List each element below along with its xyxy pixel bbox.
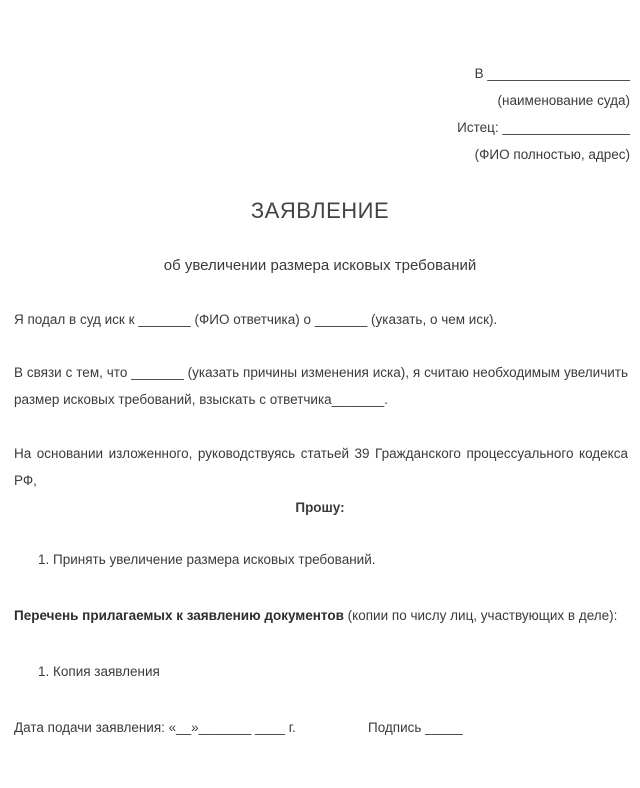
paragraph-reason: В связи с тем, что _______ (указать причины изменения иска), я считаю необходимым увеличить размер исковых требований, взыскать с ответчика_______. xyxy=(14,365,628,407)
request-heading: Прошу: xyxy=(295,500,345,515)
request-item: 1. Принять увеличение размера исковых требований. xyxy=(38,552,376,567)
signature-line: Подпись _____ xyxy=(368,720,463,735)
paragraph-basis: На основании изложенного, руководствуясь статьей 39 Гражданского процессуального кодекса РФ, xyxy=(14,446,628,488)
attachments-heading-line xyxy=(14,608,628,623)
attachments-note: (копии по числу лиц, участвующих в деле): xyxy=(343,608,618,623)
document-subtitle: об увеличении размера исковых требований xyxy=(163,257,477,274)
plaintiff-hint: (ФИО полностью, адрес) xyxy=(474,147,630,162)
attachment-item: 1. Копия заявления xyxy=(38,664,160,679)
court-line: В ___________________ xyxy=(474,66,630,81)
paragraph-claim: Я подал в суд иск к _______ (ФИО ответчика) о _______ (указать, о чем иск). xyxy=(14,312,498,327)
court-hint: (наименование суда) xyxy=(497,93,630,108)
date-line: Дата подачи заявления: «__»_______ ____ г. xyxy=(14,720,296,735)
plaintiff-line: Истец: _________________ xyxy=(457,120,630,135)
document-title: ЗАЯВЛЕНИЕ xyxy=(250,198,390,223)
addressee-block xyxy=(330,60,630,168)
attachments-heading: Перечень прилагаемых к заявлению документов xyxy=(14,608,344,623)
